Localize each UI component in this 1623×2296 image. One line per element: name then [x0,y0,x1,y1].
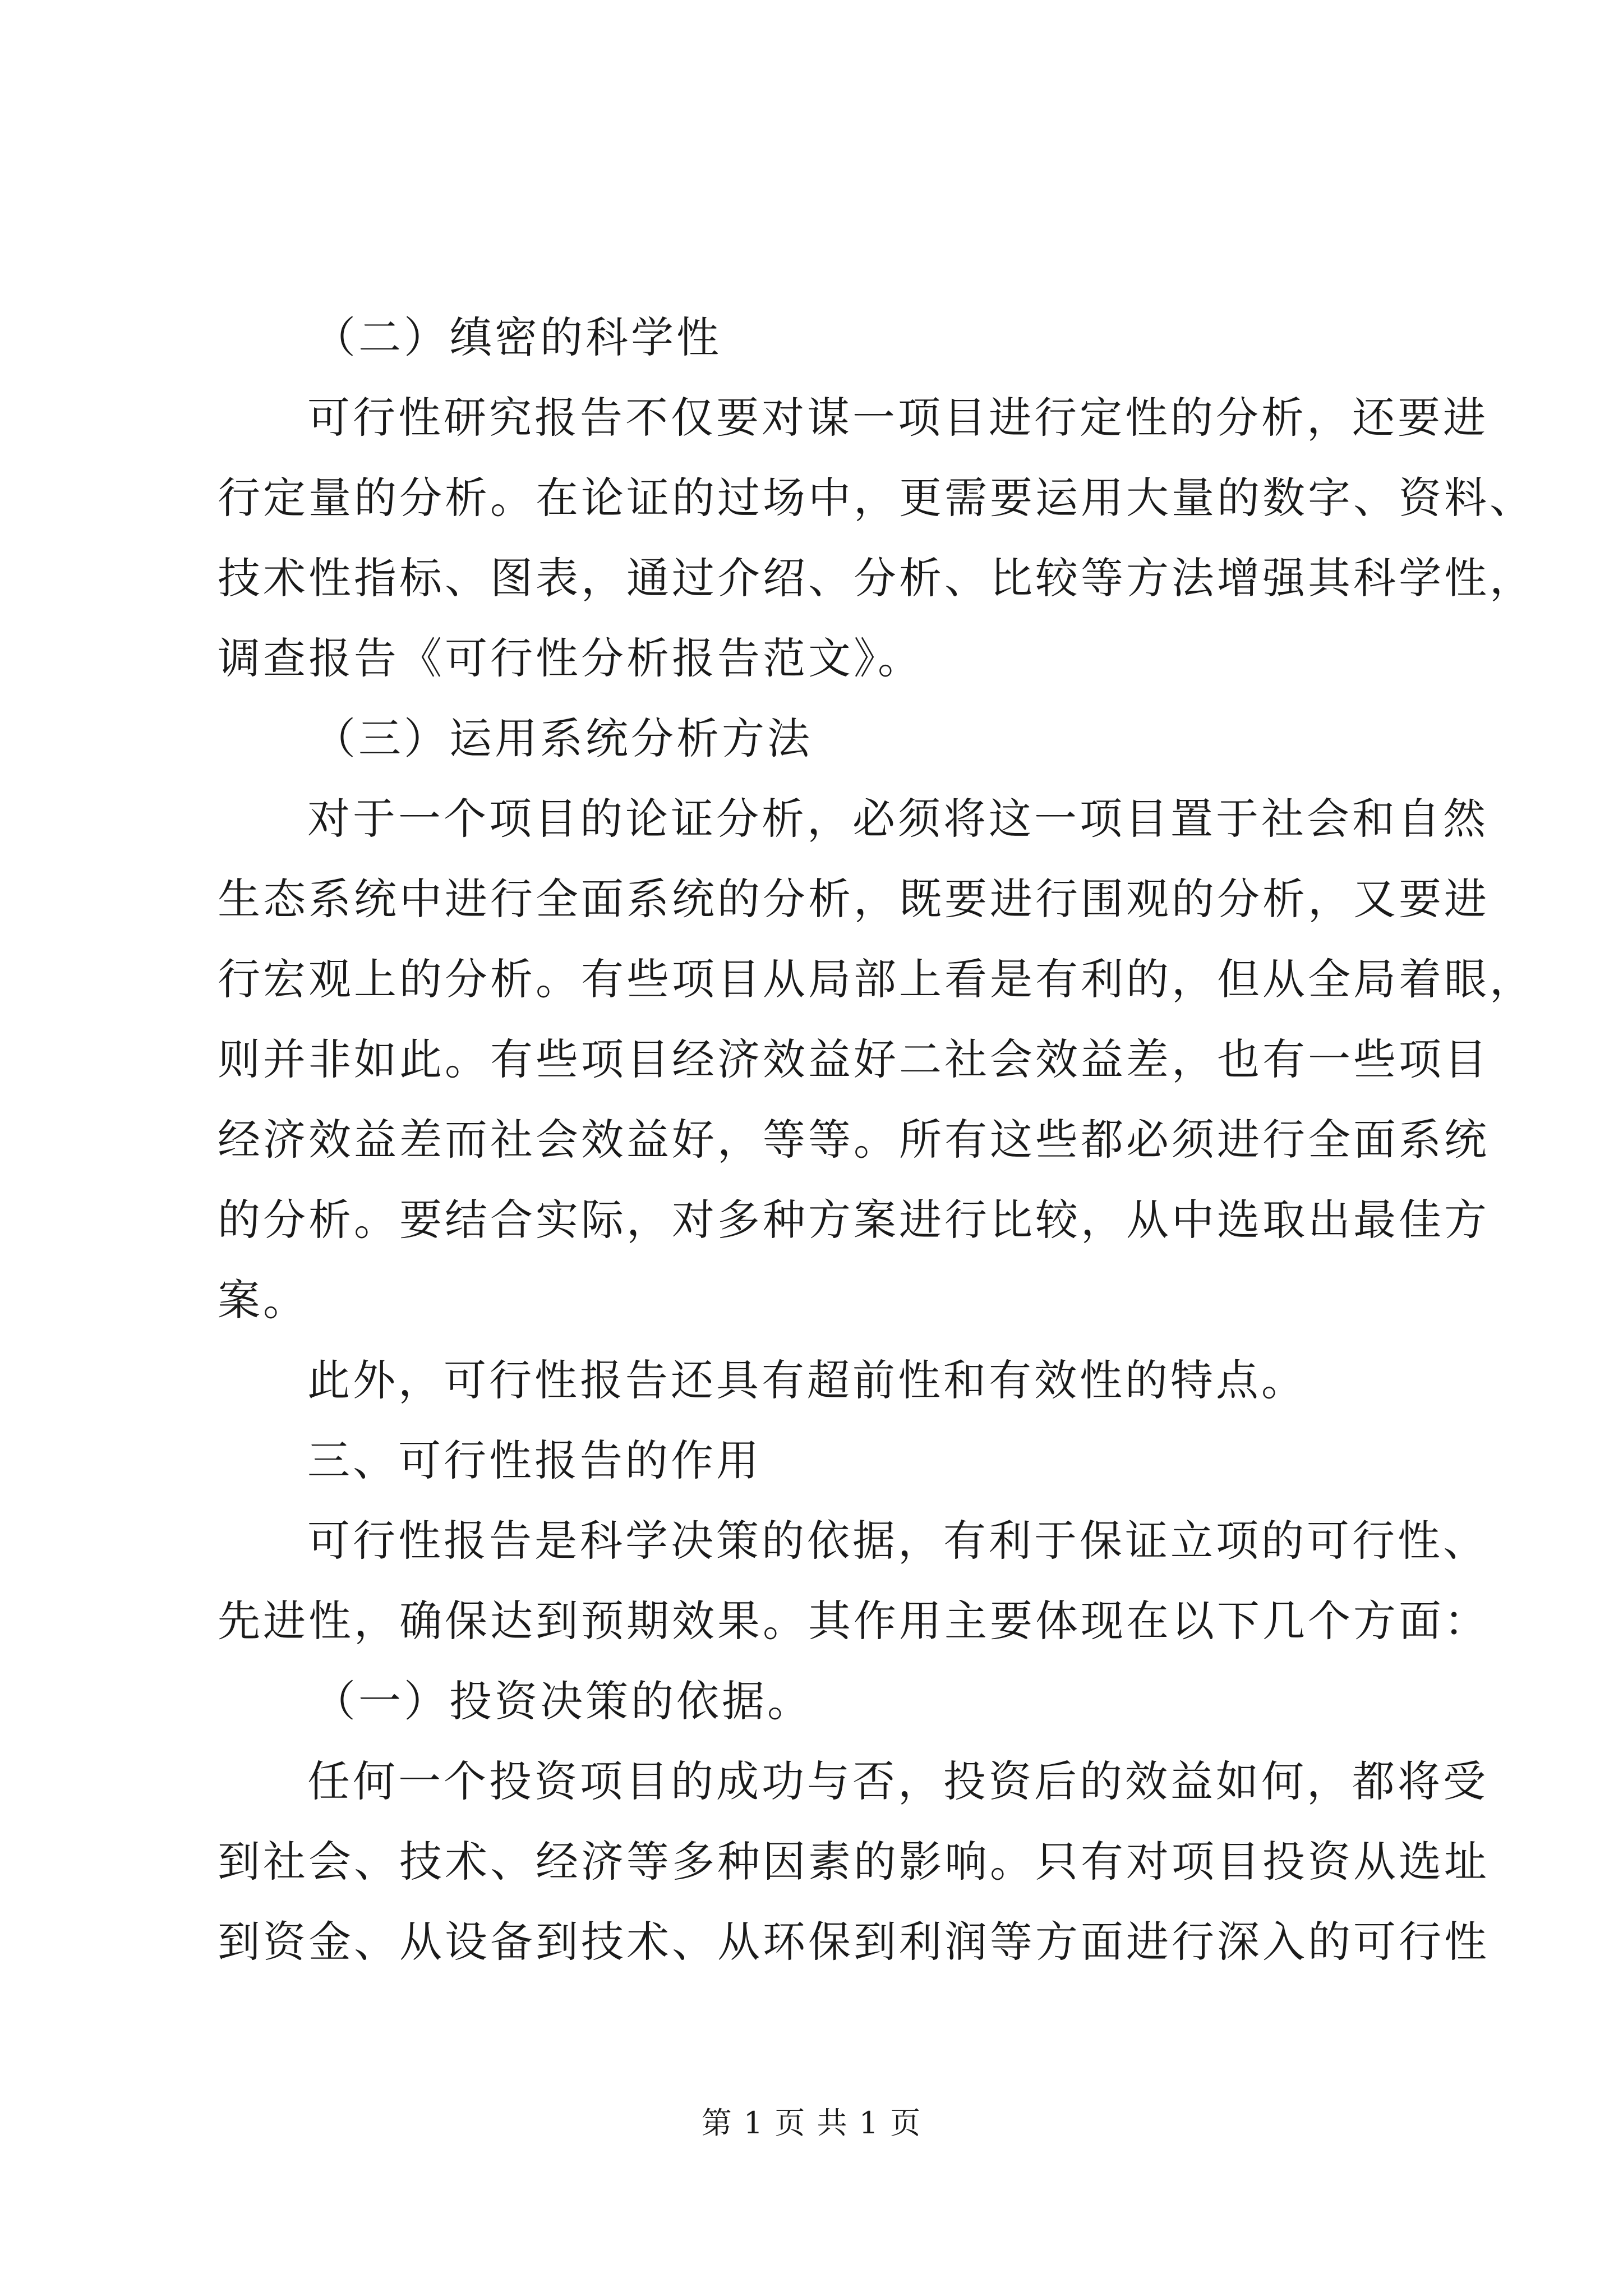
paragraph-line: 的分析。要结合实际，对多种方案进行比较，从中选取出最佳方 [218,1195,1490,1245]
section-heading-systems-analysis: （三）运用系统分析方法 [313,714,813,763]
paragraph-line: 调查报告《可行性分析报告范文》。 [218,633,923,683]
paragraph-line: 技术性指标、图表，通过介绍、分析、比较等方法增强其科学性， [218,553,1535,603]
paragraph-line: 经济效益差而社会效益好，等等。所有这些都必须进行全面系统 [218,1115,1490,1165]
paragraph-line: 行定量的分析。在论证的过场中，更需要运用大量的数字、资料、 [218,473,1535,523]
paragraph-line: 可行性报告是科学决策的依据，有利于保证立项的可行性、 [307,1516,1488,1566]
page-footer: 第 1 页 共 1 页 [701,2105,922,2141]
document-body [218,297,1535,1982]
paragraph-line: 可行性研究报告不仅要对谋一项目进行定性的分析，还要进 [307,393,1488,443]
section-heading-rigorous-science: （二）缜密的科学性 [313,312,722,362]
paragraph-line: 任何一个投资项目的成功与否，投资后的效益如何，都将受 [307,1756,1488,1806]
paragraph-line: 到资金、从设备到技术、从环保到利润等方面进行深入的可行性 [218,1917,1490,1967]
paragraph-line: 生态系统中进行全面系统的分析，既要进行围观的分析，又要进 [218,874,1490,924]
paragraph-line: 行宏观上的分析。有些项目从局部上看是有利的，但从全局着眼， [218,954,1535,1004]
paragraph-line: 案。 [218,1275,308,1325]
paragraph-line: 先进性，确保达到预期效果。其作用主要体现在以下几个方面： [218,1596,1490,1646]
paragraph-line: 则并非如此。有些项目经济效益好二社会效益差，也有一些项目 [218,1034,1490,1084]
paragraph-line: 到社会、技术、经济等多种因素的影响。只有对项目投资从选址 [218,1837,1490,1887]
paragraph-line: 此外，可行性报告还具有超前性和有效性的特点。 [307,1355,1307,1405]
paragraph-line: 对于一个项目的论证分析，必须将这一项目置于社会和自然 [307,794,1488,844]
section-heading-investment-basis: （一）投资决策的依据。 [313,1676,813,1726]
section-heading-report-role: 三、可行性报告的作用 [307,1435,762,1485]
